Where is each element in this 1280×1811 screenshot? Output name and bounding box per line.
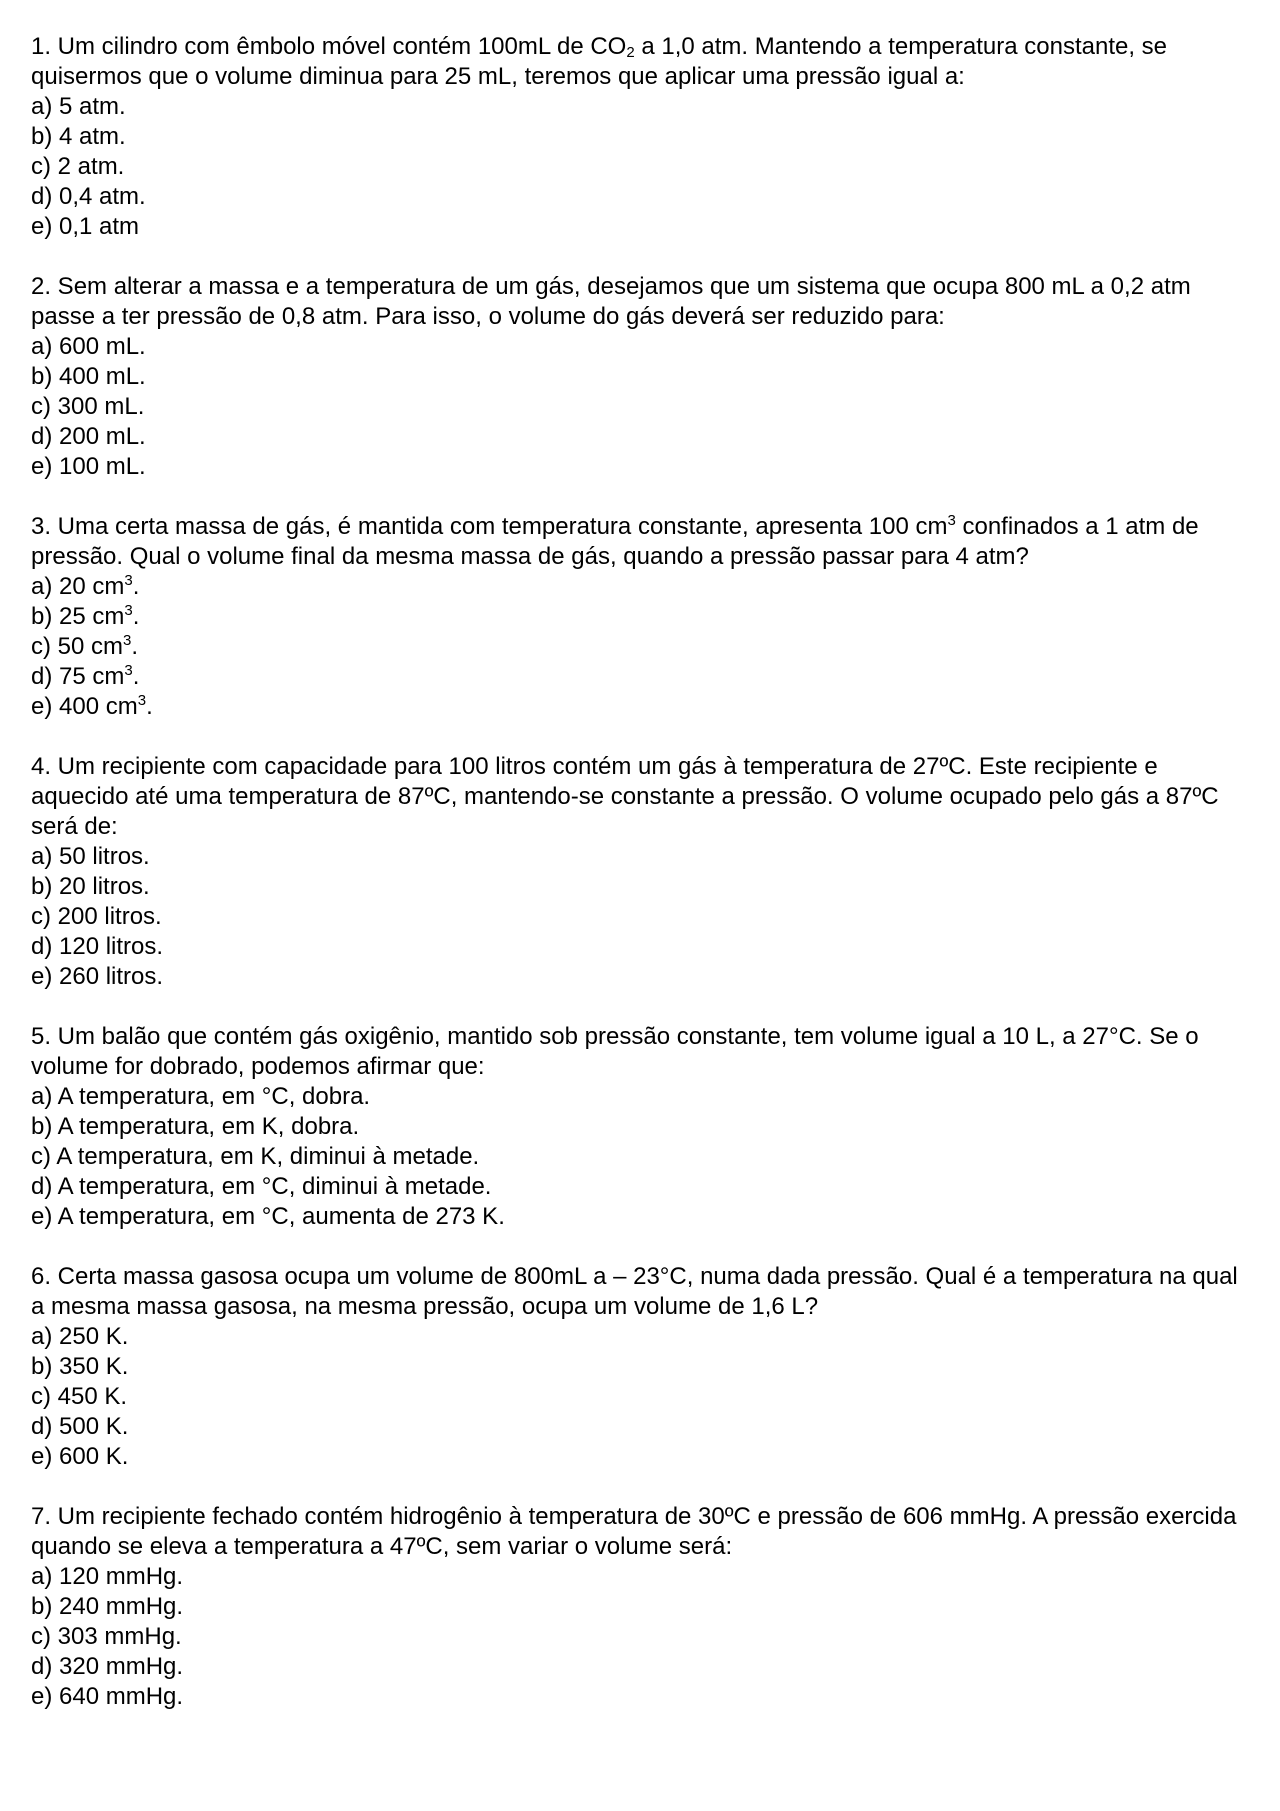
option-a	[31, 842, 1256, 872]
question-stem	[31, 1502, 1256, 1562]
text-run: d) 120 litros.	[31, 933, 164, 960]
text-run: e) 400 cm	[31, 693, 138, 720]
text-run: .	[132, 663, 140, 690]
text-run: b) A temperatura, em K, dobra.	[31, 1113, 360, 1140]
text-run: e) 260 litros.	[31, 963, 164, 990]
text-run: e) 600 K.	[31, 1443, 129, 1470]
option-d	[31, 182, 1256, 212]
option-d	[31, 1412, 1256, 1442]
text-run: d) 75 cm	[31, 663, 125, 690]
answer-options	[31, 92, 1256, 242]
text-run: c) 300 mL.	[31, 393, 145, 420]
text-run: b) 350 K.	[31, 1353, 129, 1380]
superscript-text: 3	[137, 692, 147, 709]
text-run: e) 640 mmHg.	[31, 1683, 184, 1710]
text-run: .	[131, 633, 139, 660]
option-a	[31, 572, 1256, 602]
text-run: .	[146, 693, 153, 720]
subscript-text: 2	[626, 44, 635, 61]
text-run: b) 4 atm.	[31, 123, 126, 150]
option-e	[31, 1682, 1256, 1712]
text-run: 6. Certa massa gasosa ocupa um volume de 800mL a – 23°C, numa dada pressão. Qual é a temperatura na qual a mesma massa gasosa, na mesma pressão, ocupa um volume de 1,6 L?	[31, 1263, 1238, 1320]
question-stem	[31, 1022, 1256, 1082]
option-a	[31, 92, 1256, 122]
superscript-text: 3	[124, 572, 133, 589]
option-d	[31, 662, 1256, 692]
option-b	[31, 1352, 1256, 1382]
option-a	[31, 332, 1256, 362]
option-c	[31, 152, 1256, 182]
option-b	[31, 362, 1256, 392]
option-c	[31, 392, 1256, 422]
option-e	[31, 212, 1256, 242]
question-stem	[31, 512, 1256, 572]
option-a	[31, 1562, 1256, 1592]
superscript-text: 3	[124, 602, 133, 619]
superscript-text: 3	[123, 632, 132, 649]
option-e	[31, 1442, 1256, 1472]
answer-options	[31, 572, 1256, 722]
text-run: a) 120 mmHg.	[31, 1563, 184, 1590]
option-c	[31, 632, 1256, 662]
text-run: b) 400 mL.	[31, 363, 146, 390]
answer-options	[31, 332, 1256, 482]
option-b	[31, 122, 1256, 152]
text-run: e) 100 mL.	[31, 453, 146, 480]
answer-options	[31, 1562, 1256, 1712]
text-run: a) 50 litros.	[31, 843, 150, 870]
option-b	[31, 1592, 1256, 1622]
text-run: c) 50 cm	[31, 633, 124, 660]
text-run: d) 0,4 atm.	[31, 183, 146, 210]
answer-options	[31, 1322, 1256, 1472]
text-run: d) 200 mL.	[31, 423, 146, 450]
text-run: b) 240 mmHg.	[31, 1593, 184, 1620]
option-b	[31, 602, 1256, 632]
option-c	[31, 1622, 1256, 1652]
text-run: c) 303 mmHg.	[31, 1623, 182, 1650]
text-run: b) 20 litros.	[31, 873, 150, 900]
text-run: a 1,0 atm. Mantendo a temperatura constante, se quisermos que o volume diminua para 25 mL, teremos que aplicar uma pressão igual a:	[31, 33, 1168, 90]
text-run: c) 200 litros.	[31, 903, 162, 930]
text-run: 2. Sem alterar a massa e a temperatura de um gás, desejamos que um sistema que ocupa 800 mL a 0,2 atm passe a ter pressão de 0,8 atm. Para isso, o volume do gás deverá ser reduzido para:	[31, 273, 1191, 330]
option-a	[31, 1082, 1256, 1112]
option-d	[31, 1172, 1256, 1202]
text-run: 1. Um cilindro com êmbolo móvel contém 100mL de CO	[31, 33, 627, 60]
option-e	[31, 452, 1256, 482]
text-run: b) 25 cm	[31, 603, 125, 630]
text-run: d) 320 mmHg.	[31, 1653, 184, 1680]
answer-options	[31, 1082, 1256, 1232]
option-e	[31, 1202, 1256, 1232]
answer-options	[31, 842, 1256, 992]
option-e	[31, 962, 1256, 992]
text-run: .	[132, 603, 140, 630]
text-run: confinados a 1 atm de pressão. Qual o volume final da mesma massa de gás, quando a pressão passar para 4 atm?	[31, 513, 1199, 570]
option-d	[31, 932, 1256, 962]
text-run: a) 250 K.	[31, 1323, 129, 1350]
text-run: c) 2 atm.	[31, 153, 125, 180]
question-stem	[31, 752, 1256, 842]
option-c	[31, 1142, 1256, 1172]
question-stem	[31, 1262, 1256, 1322]
text-run: a) A temperatura, em °C, dobra.	[31, 1083, 371, 1110]
question-1	[31, 32, 1256, 242]
option-e	[31, 692, 1256, 722]
text-run: d) 500 K.	[31, 1413, 129, 1440]
text-run: e) 0,1 atm	[31, 213, 140, 240]
question-3	[31, 512, 1256, 722]
option-b	[31, 1112, 1256, 1142]
question-5	[31, 1022, 1256, 1232]
text-run: c) 450 K.	[31, 1383, 128, 1410]
option-c	[31, 1382, 1256, 1412]
text-run: a) 20 cm	[31, 573, 125, 600]
question-stem	[31, 32, 1256, 92]
text-run: 7. Um recipiente fechado contém hidrogênio à temperatura de 30ºC e pressão de 606 mmHg. A pressão exercida quando se eleva a temperatura a 47ºC, sem variar o volume será:	[31, 1503, 1237, 1560]
question-6	[31, 1262, 1256, 1472]
text-run: a) 600 mL.	[31, 333, 146, 360]
text-run: a) 5 atm.	[31, 93, 126, 120]
text-run: 4. Um recipiente com capacidade para 100 litros contém um gás à temperatura de 27ºC. Este recipiente e aquecido até uma temperatura de 87ºC, mantendo-se constante a pressão. O volume ocupado pelo gás a 87ºC será de:	[31, 753, 1219, 840]
option-b	[31, 872, 1256, 902]
text-run: 5. Um balão que contém gás oxigênio, mantido sob pressão constante, tem volume igual a 10 L, a 27°C. Se o volume for dobrado, podemos afirmar que:	[31, 1023, 1199, 1080]
option-c	[31, 902, 1256, 932]
option-a	[31, 1322, 1256, 1352]
question-stem	[31, 272, 1256, 332]
superscript-text: 3	[947, 512, 956, 529]
question-list	[31, 32, 1256, 1712]
question-7	[31, 1502, 1256, 1712]
text-run: 3. Uma certa massa de gás, é mantida com temperatura constante, apresenta 100 cm	[31, 513, 948, 540]
option-d	[31, 1652, 1256, 1682]
text-run: .	[132, 573, 140, 600]
superscript-text: 3	[124, 662, 133, 679]
text-run: c) A temperatura, em K, diminui à metade.	[31, 1143, 480, 1170]
question-4	[31, 752, 1256, 992]
text-run: d) A temperatura, em °C, diminui à metade.	[31, 1173, 492, 1200]
question-2	[31, 272, 1256, 482]
option-d	[31, 422, 1256, 452]
text-run: e) A temperatura, em °C, aumenta de 273 K.	[31, 1203, 505, 1230]
